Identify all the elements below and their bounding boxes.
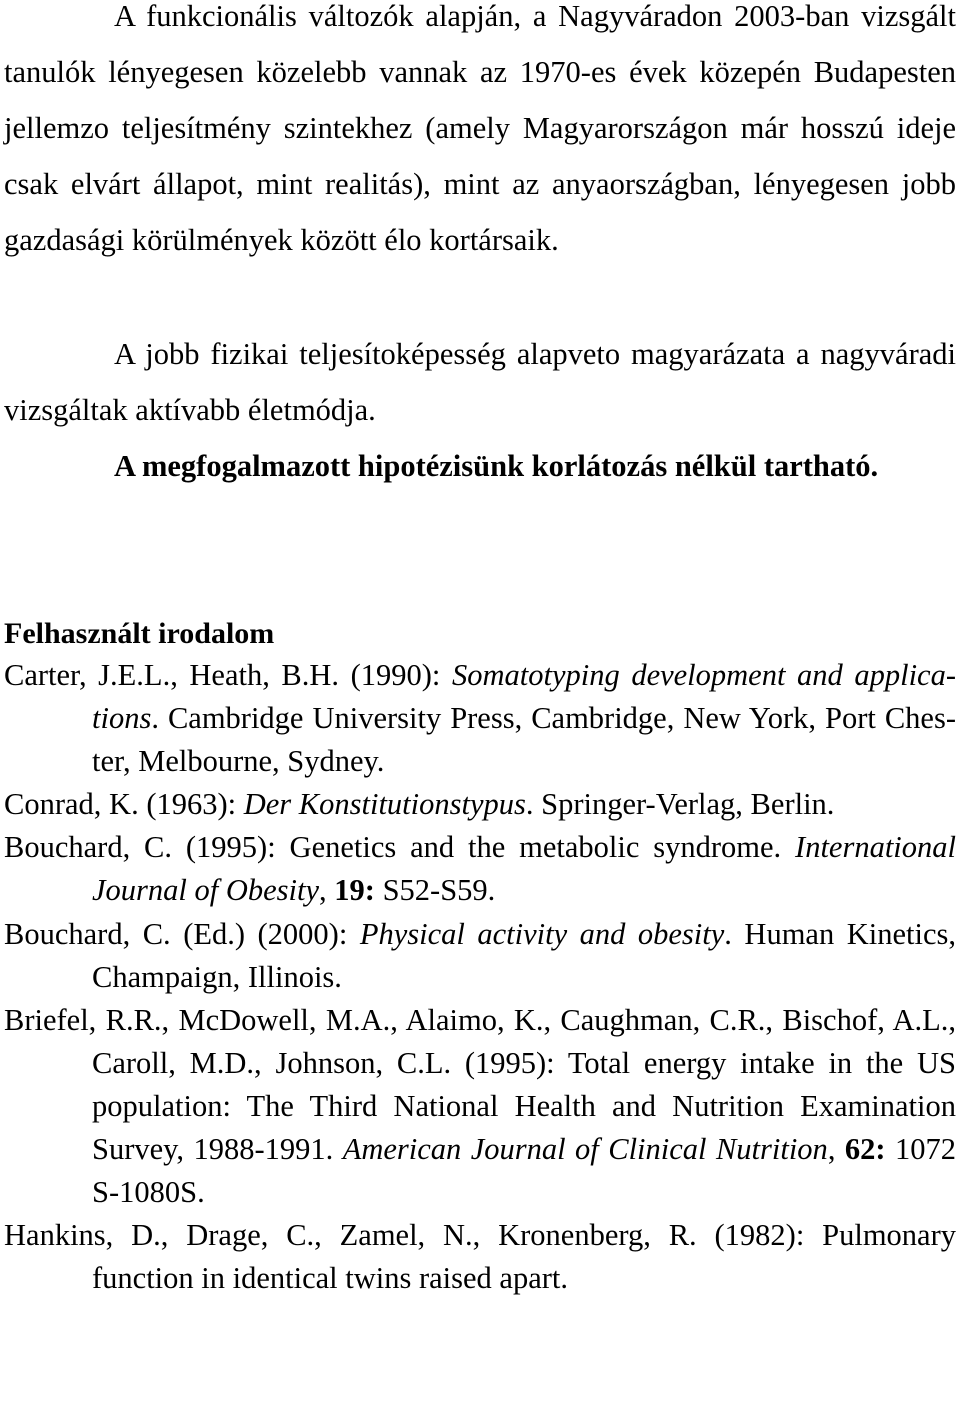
- reference-item: [4, 654, 956, 783]
- conclusion-paragraph-1: A funkcionális változók alapján, a Nagyváradon 2003-ban vizsgált tanulók lényegesen közelebb vannak az 1970-es évek közepén Budapesten jellemzo teljesítmény szintekhez (amely Magyarországon már hosszú ideje csak elvárt állapot, mint realitás), mint az anyaországban, lényegesen jobb gazdasági körülmények között élo kortársaik.: [4, 0, 956, 257]
- reference-publisher: . Cambridge University Press, Cambridge, New York, Port Ches-ter, Melbourne, Sydney.: [92, 701, 956, 779]
- reference-title: Somatotyping development and applica-tions: [92, 658, 956, 736]
- reference-separator: ,: [827, 1132, 845, 1167]
- reference-authors: Briefel, R.R., McDowell, M.A., Alaimo, K., Caughman, C.R., Bischof, A.L., Caroll, M.D., Johnson, C.L. (1995): Total energy intake in the US population: The Third National Health and Nutrition Examination Survey, 1988-1991.: [4, 1002, 956, 1167]
- hypothesis-statement: A megfogalmazott hipotézisünk korlátozás nélkül tartható.: [114, 449, 879, 483]
- reference-publisher: . Springer-Verlag, Berlin.: [525, 787, 835, 822]
- reference-title: Der Konstitutionstypus: [243, 787, 526, 822]
- reference-journal: American Journal of Clinical Nutrition: [342, 1132, 828, 1167]
- reference-list: [4, 654, 956, 1300]
- reference-authors: Bouchard, C. (1995): Genetics and the metabolic syndrome.: [4, 830, 796, 865]
- conclusion-paragraph-2: A jobb fizikai teljesítoképesség alapveto magyarázata a nagyváradi vizsgáltak aktívabb életmódja.: [4, 337, 956, 427]
- reference-volume: 62:: [844, 1132, 886, 1167]
- reference-item: [4, 1214, 956, 1300]
- reference-authors: Conrad, K. (1963):: [4, 787, 244, 822]
- reference-volume: 19:: [334, 873, 375, 908]
- references-heading: Felhasznált irodalom: [4, 617, 275, 650]
- reference-authors: Carter, J.E.L., Heath, B.H. (1990):: [4, 658, 452, 692]
- reference-pages: 1072 S-1080S.: [92, 1132, 957, 1210]
- reference-journal: International Journal of Obesity: [92, 830, 956, 908]
- reference-title: Physical activity and obesity: [359, 916, 725, 951]
- reference-pages: S52-S59.: [374, 873, 496, 908]
- reference-item: [4, 826, 956, 912]
- reference-authors: Bouchard, C. (Ed.) (2000):: [4, 916, 360, 951]
- reference-publisher: . Human Kinetics, Champaign, Illinois.: [92, 916, 957, 994]
- reference-authors: Hankins, D., Drage, C., Zamel, N., Kronenberg, R. (1982): Pulmonary function in identical twins raised apart.: [4, 1218, 956, 1296]
- reference-separator: ,: [319, 873, 335, 908]
- reference-item: [4, 999, 956, 1214]
- reference-item: [4, 913, 956, 999]
- reference-item: [4, 783, 956, 826]
